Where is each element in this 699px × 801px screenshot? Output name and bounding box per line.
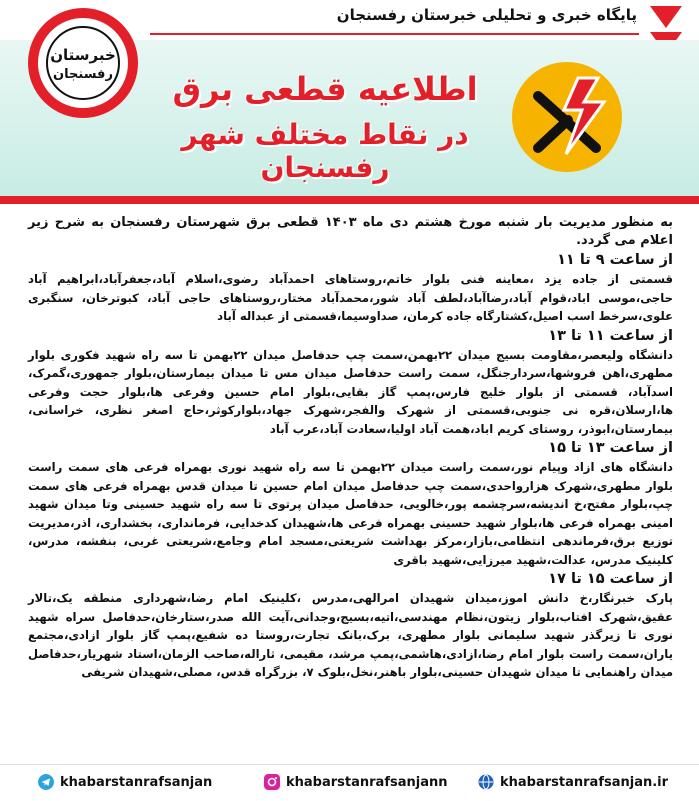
instagram-icon[interactable] [264,774,280,790]
banner-stripe [0,196,699,204]
time-slot-title: از ساعت ۹ تا ۱۱ [557,252,673,268]
globe-icon[interactable] [478,774,494,790]
headline-title: اطلاعیه قطعی برق [172,70,478,108]
time-slot-title: از ساعت ۱۱ تا ۱۳ [548,327,673,344]
time-slot-title: از ساعت ۱۵ تا ۱۷ [548,571,673,587]
top-divider [150,33,639,35]
chevron-down-icon [650,6,682,28]
site-title: پایگاه خبری و تحلیلی خبرستان رفسنجان [336,6,637,24]
headline-subtitle: در نقاط مختلف شهر رفسنجان [181,118,469,184]
footer [0,764,699,801]
website-link[interactable]: khabarstanrafsanjan.ir [500,775,669,790]
telegram-icon[interactable] [38,774,54,790]
time-slot-areas: دانشگاه های ازاد وپیام نور،سمت راست میدان ۲۲بهمن تا سه راه شهید نوری بهمراه فرعی های سمت راست بلوار مطهری،شهرک هزارواحدی،سمت چپ حدفاصل میدان امام حسین تا میدان قدس بهمراه فرعی های سمت چپ،بلوار مفتح،خ اندیشه،سرچشمه پور،خالویی، حدفاصل میدان پرتوی تا سه راه شهید حسینی وتا میدان شهید امینی بهمراه فرعی ها،بلوار شهید حسینی بهمراه فرعی ها،شهیدان کدخدایی، فرمانداری، بخشداری، اذر،مدیریت توزیع برق،فرماندهی انتظامی،بازار،مرکز بهداشت شریعتی،مسجد امام وجامع،شریعتی غربی، بنفشه، مدرس، کلینیک مدرس، عدالت،شهید میرزایی،شهید باقری [28,460,673,567]
article-body [28,214,673,682]
khabarstan-logo [28,8,138,118]
time-slot-title: از ساعت ۱۳ تا ۱۵ [548,440,673,456]
power-company-logo-icon [508,58,626,176]
article-intro: به منظور مدیریت بار شنبه مورخ هشتم دی ماه ۱۴۰۳ قطعی برق شهرستان رفسنجان به شرح زیر اعلام می گردد. [28,215,673,248]
instagram-handle[interactable]: khabarstanrafsanjann [286,775,448,790]
svg-text:رفسنجان: رفسنجان [53,67,113,82]
telegram-handle[interactable]: khabarstanrafsanjan [60,775,213,790]
time-slot-areas: قسمتی از جاده یزد ،معاینه فنی بلوار خاتم،روستاهای احمدآباد رضوی،اسلام آباد،جعفرآباد،ابراهیم آباد حاجی،موسی اباد،قوام آباد،رضاآباد،لطف آباد شور،محمدآباد مختار،روستاهای حاجی آباد، کبوترخان، سنگبری علوی،سرخط اسب اصیل،کشتارگاه جاده کرمان، صداوسیما،قسمتی از عبداله آباد [28,272,673,323]
time-slot-areas: پارک خبرنگار،خ دانش اموز،میدان شهیدان امرالهی،مدرس ،کلینیک امام رضا،شهرداری منطقه یک،تالار عقیق،شهرک افتاب،بلوار زیتون،نظام مهندسی،اتیه،بسیج،وجدانی،آیت الله صدر،ستارخان،حدفاصل سراه شهید نوری تا زیرگذر شهید سلیمانی بلوار مطهری، برک،بانک تجارت،روستا ده شفیع،پمپ گاز بلوار ازادی،مجتمع یاران،سمت راست بلوار امام رضا،ازادی،هاشمی،پمپ مرشد، مقیمی، ثاراله،صاحب الزمان،استاد شهریار،حدفاصل میدان راهنمایی تا میدان شهیدان حسینی،بلوار باهنر،نخل،بلوک ۷، بزرگراه قدس، مصلی،شهیدان شریفی [28,591,673,679]
svg-text:خبرستان: خبرستان [50,46,116,64]
time-slot-areas: دانشگاه ولیعصر،مقاومت بسیج میدان ۲۲بهمن،سمت چپ حدفاصل میدان ۲۲بهمن تا سه راه شهید فکوری بلوار مطهری،اهن فروشها،سردارجنگل، سمت راست حدفاصل میدان مس تا میدان بیمارستان،بلوار جمهوری،گمرک، اسدآباد، قسمتی از بلوار خلیج فارس،پمپ گاز بقایی،بلوار امام حسین وفرعی ها،بلوار حجت وفرعی ها،ارسلان،قره نی جنوبی،قسمتی از شهرک والفجر،شهرک جهاد،بلوارکوثر،حاج اصغر نظری، خراسانی، بیمارستان،ابوذر، روستای کریم اباد،همت آباد اولیا،سعادت آباد،عرب آباد [28,347,674,436]
